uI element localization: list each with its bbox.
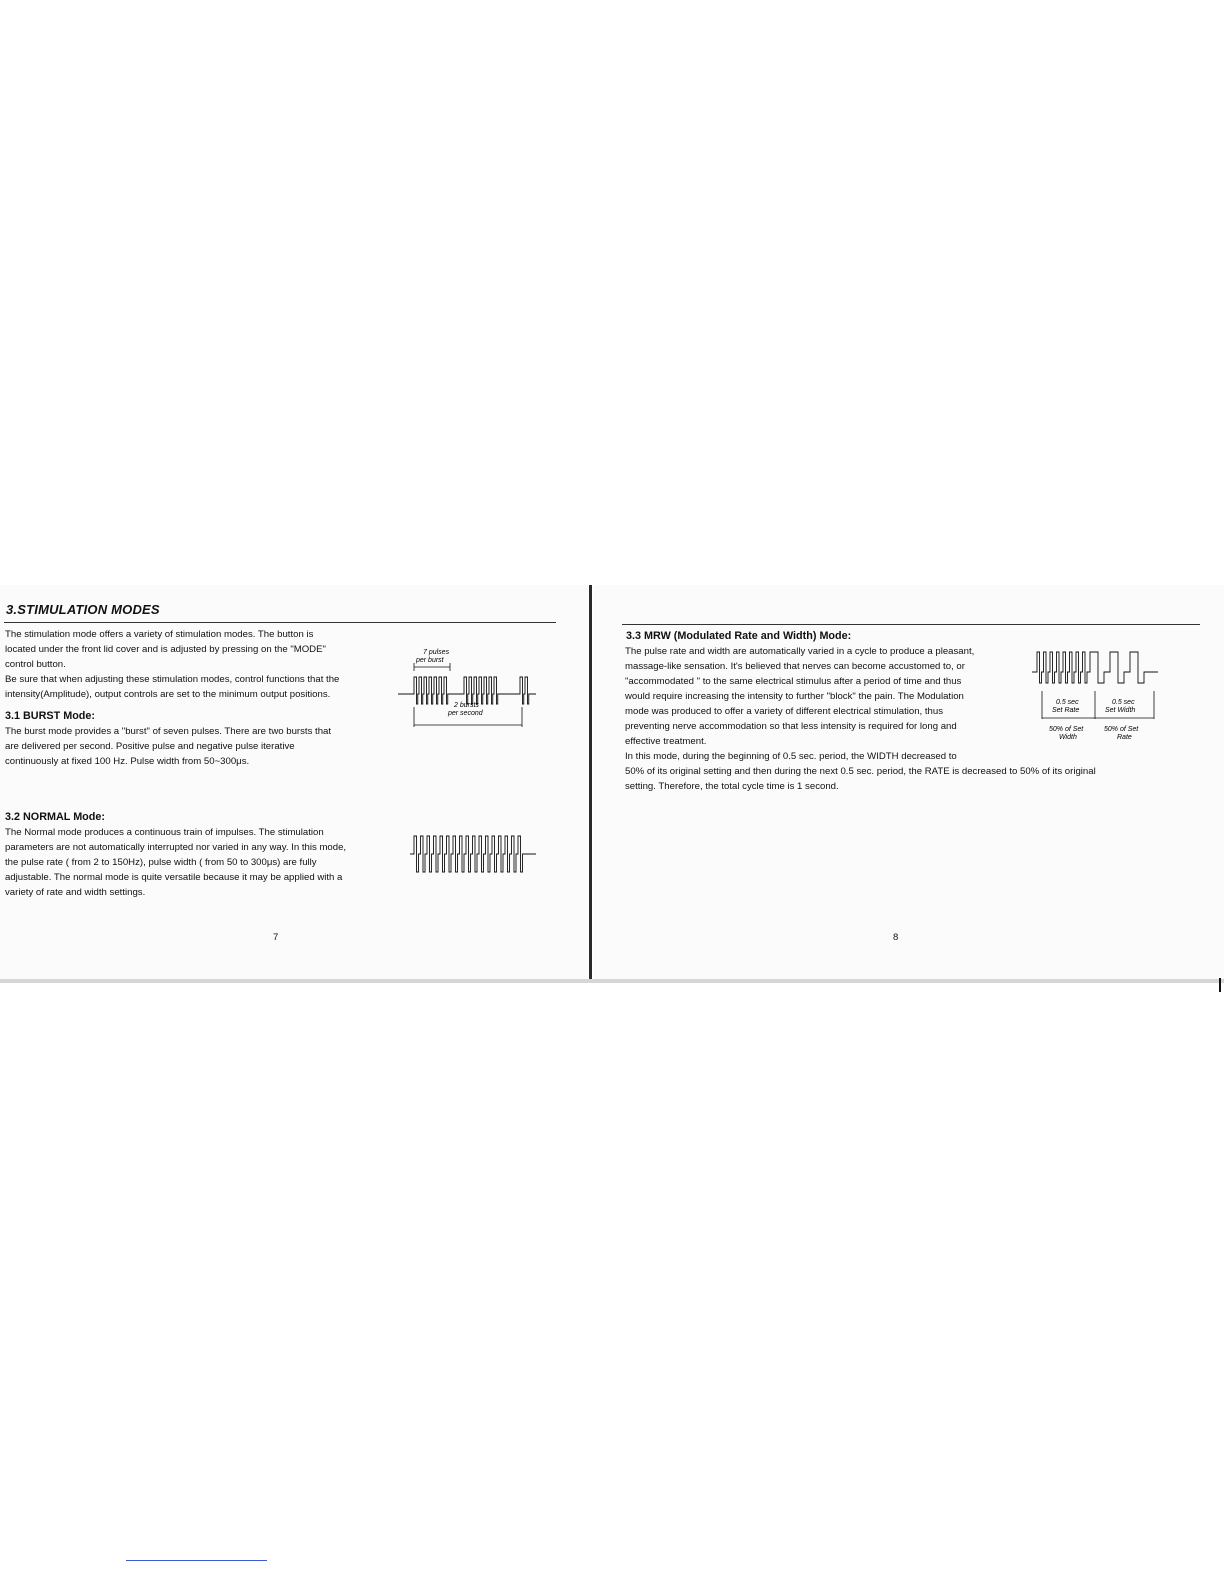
normal-waveform-figure [408, 833, 540, 880]
mrw-line: setting. Therefore, the total cycle time is 1 second. [625, 781, 839, 792]
section-title: 3.STIMULATION MODES [6, 602, 160, 617]
intro-line: Be sure that when adjusting these stimulation modes, control functions that the [5, 674, 340, 685]
mrw-line: would require increasing the intensity to further "block" the pain. The Modulation [625, 691, 964, 702]
intro-line: The stimulation mode offers a variety of stimulation modes. The button is [5, 629, 314, 640]
normal-paragraph [5, 825, 346, 900]
mrw-label: 0.5 sec [1056, 699, 1079, 706]
burst-line: continuously at fixed 100 Hz. Pulse width from 50~300μs. [5, 756, 250, 767]
page-shadow [0, 979, 1224, 983]
normal-line: parameters are not automatically interrupted nor varied in any way. In this mode, [5, 842, 347, 853]
mrw-label: 0.5 sec [1112, 699, 1135, 706]
burst-label-bottom: per second [448, 710, 483, 717]
mrw-waveform [1032, 652, 1158, 683]
mrw-heading: 3.3 MRW (Modulated Rate and Width) Mode: [626, 630, 852, 642]
burst-line: The burst mode provides a "burst" of seven pulses. There are two bursts that [5, 726, 332, 737]
burst-waveform [398, 677, 536, 704]
page-7 [0, 585, 588, 980]
intro-paragraph [5, 627, 339, 702]
intro-line: intensity(Amplitude), output controls are set to the minimum output positions. [5, 689, 331, 700]
mrw-label: Set Rate [1052, 707, 1080, 714]
burst-paragraph [5, 724, 331, 769]
mrw-line: effective treatment. [625, 736, 707, 747]
book-gutter [589, 585, 592, 980]
burst-label-bottom: 2 bursts [454, 702, 479, 709]
mrw-line: mode was produced to offer a variety of different electrical stimulation, thus [625, 706, 944, 717]
mrw-line: 50% of its original setting and then during the next 0.5 sec. period, the RATE is decreased to 50% of its original [625, 766, 1096, 777]
page-number: 7 [273, 932, 279, 943]
manual-spread [0, 585, 1224, 985]
mrw-line: In this mode, during the beginning of 0.5 sec. period, the WIDTH decreased to [625, 751, 957, 762]
header-rule [622, 624, 1200, 625]
mrw-label: 50% of Set [1104, 726, 1139, 733]
intro-line: control button. [5, 659, 66, 670]
burst-line: are delivered per second. Positive pulse and negative pulse iterative [5, 741, 295, 752]
mrw-paragraph [625, 644, 1096, 794]
mrw-line: preventing nerve accommodation so that less intensity is required for long and [625, 721, 957, 732]
normal-line: The Normal mode produces a continuous train of impulses. The stimulation [5, 827, 324, 838]
intro-line: located under the front lid cover and is adjusted by pressing on the "MODE" [5, 644, 326, 655]
burst-heading: 3.1 BURST Mode: [5, 710, 95, 722]
mrw-line: massage-like sensation. It's believed that nerves can become accustomed to, or [625, 661, 965, 672]
mrw-waveform-figure [1032, 647, 1164, 752]
page-8 [594, 585, 1224, 980]
burst-label-top: per burst [416, 657, 444, 664]
mrw-label: Set Width [1105, 707, 1136, 714]
normal-line: variety of rate and width settings. [5, 887, 146, 898]
normal-line: the pulse rate ( from 2 to 150Hz), pulse width ( from 50 to 300μs) are fully [5, 857, 317, 868]
normal-line: adjustable. The normal mode is quite versatile because it may be applied with a [5, 872, 343, 883]
mrw-line: The pulse rate and width are automatically varied in a cycle to produce a pleasant, [625, 646, 975, 657]
mrw-line: "accommodated " to the same electrical stimulus after a period of time and thus [625, 676, 962, 687]
normal-heading: 3.2 NORMAL Mode: [5, 811, 105, 823]
edge-mark [1219, 978, 1221, 992]
mrw-label: 50% of Set [1049, 726, 1084, 733]
normal-waveform [410, 836, 536, 872]
title-rule [4, 622, 556, 623]
burst-label-top: 7 pulses [423, 649, 450, 656]
page-number: 8 [893, 932, 899, 943]
mrw-label: Width [1059, 734, 1077, 741]
footer-line [126, 1560, 267, 1561]
mrw-label: Rate [1117, 734, 1132, 741]
burst-waveform-figure [396, 647, 546, 747]
